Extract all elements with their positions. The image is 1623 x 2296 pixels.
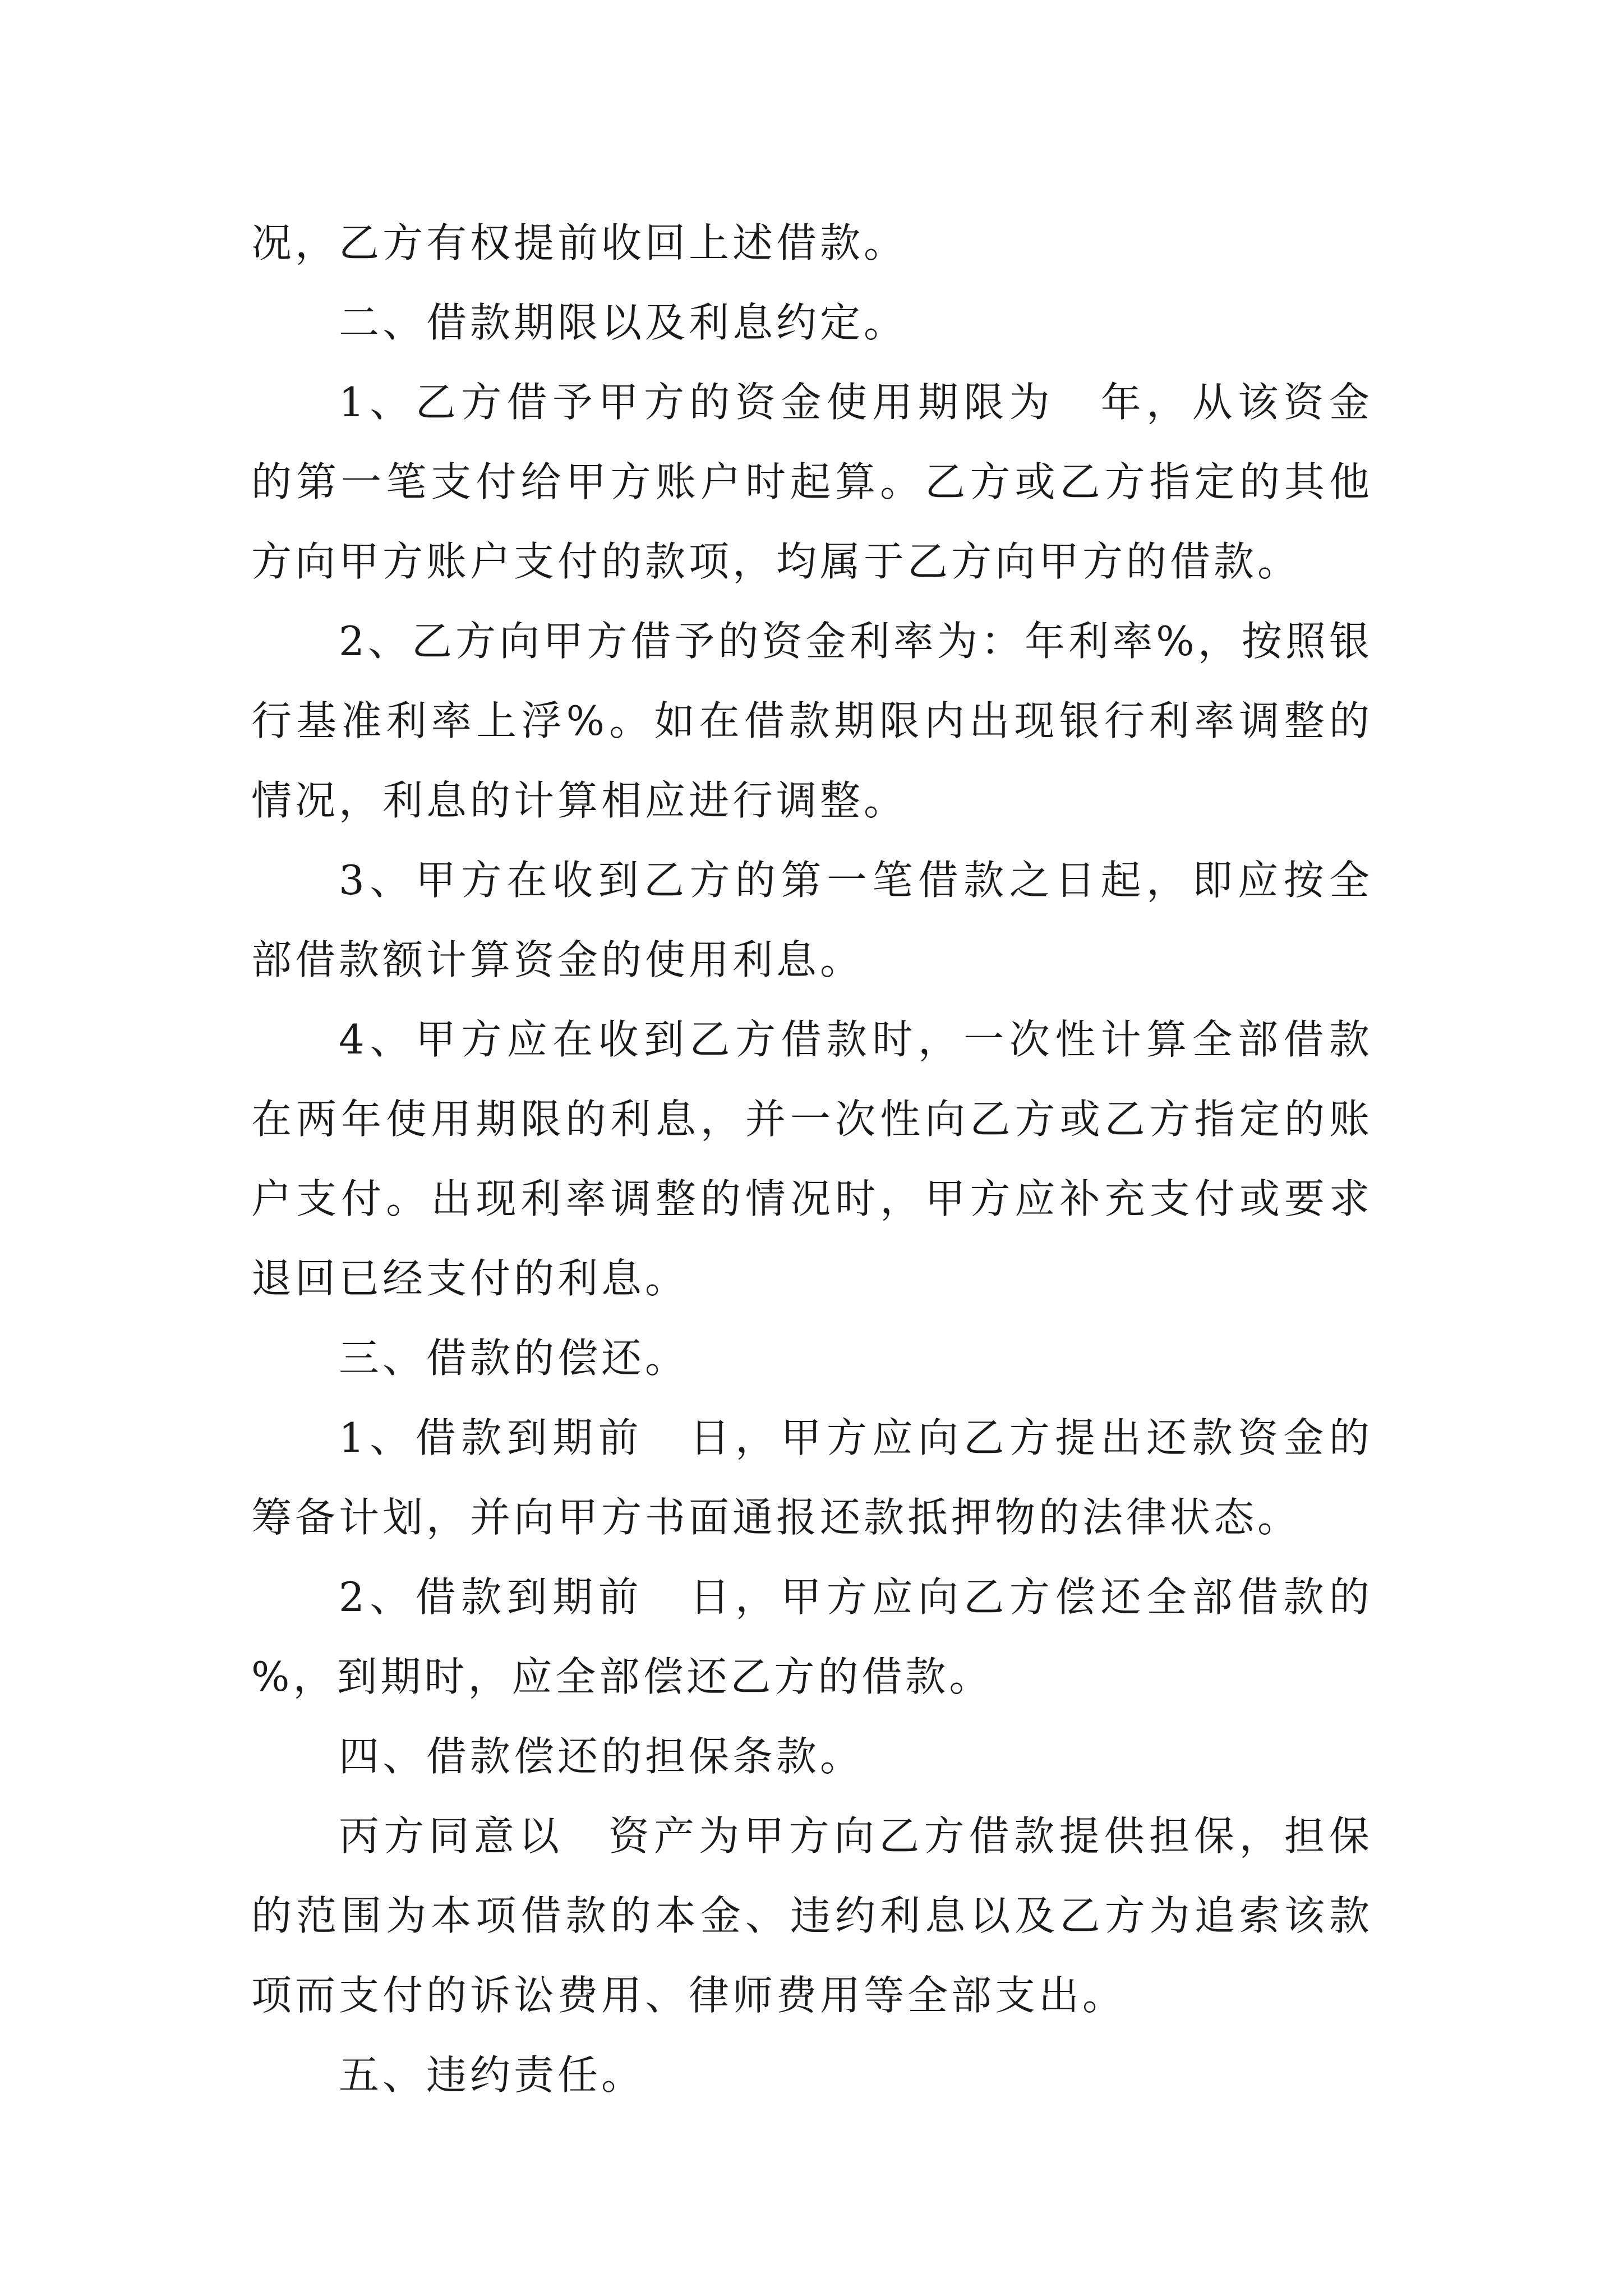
section-heading-liability: 五、违约责任。 [339, 2051, 645, 2099]
section-heading-loan-term: 二、借款期限以及利息约定。 [339, 299, 908, 346]
clause-2-1: 1、乙方借予甲方的资金使用期限为 年，从该资金的第一笔支付给甲方账户时起算。乙方或乙方指定的其他方向甲方账户支付的款项，均属于乙方向甲方的借款。 [251, 379, 1373, 585]
clause-4-body: 丙方同意以 资产为甲方向乙方借款提供担保，担保的范围为本项借款的本金、违约利息以及乙方为追索该款项而支付的诉讼费用、律师费用等全部支出。 [251, 1812, 1373, 2019]
clause-2-4: 4、甲方应在收到乙方借款时，一次性计算全部借款在两年使用期限的利息，并一次性向乙方或乙方指定的账户支付。出现利率调整的情况时，甲方应补充支付或要求退回已经支付的利息。 [251, 1016, 1373, 1302]
section-heading-guarantee: 四、借款偿还的担保条款。 [339, 1733, 864, 1780]
clause-2-3: 3、甲方在收到乙方的第一笔借款之日起，即应按全部借款额计算资金的使用利息。 [251, 857, 1373, 983]
clause-3-2: 2、借款到期前 日，甲方应向乙方偿还全部借款的 %，到期时，应全部偿还乙方的借款。 [251, 1573, 1417, 1700]
document-body [251, 203, 1417, 2115]
clause-2-2: 2、乙方向甲方借予的资金利率为：年利率%，按照银行基准利率上浮%。如在借款期限内出现银行利率调整的情况，利息的计算相应进行调整。 [251, 618, 1373, 824]
clause-3-1: 1、借款到期前 日，甲方应向乙方提出还款资金的筹备计划，并向甲方书面通报还款抵押物的法律状态。 [251, 1414, 1373, 1541]
paragraph-continuation: 况，乙方有权提前收回上述借款。 [251, 219, 908, 266]
section-heading-repayment: 三、借款的偿还。 [339, 1335, 689, 1382]
